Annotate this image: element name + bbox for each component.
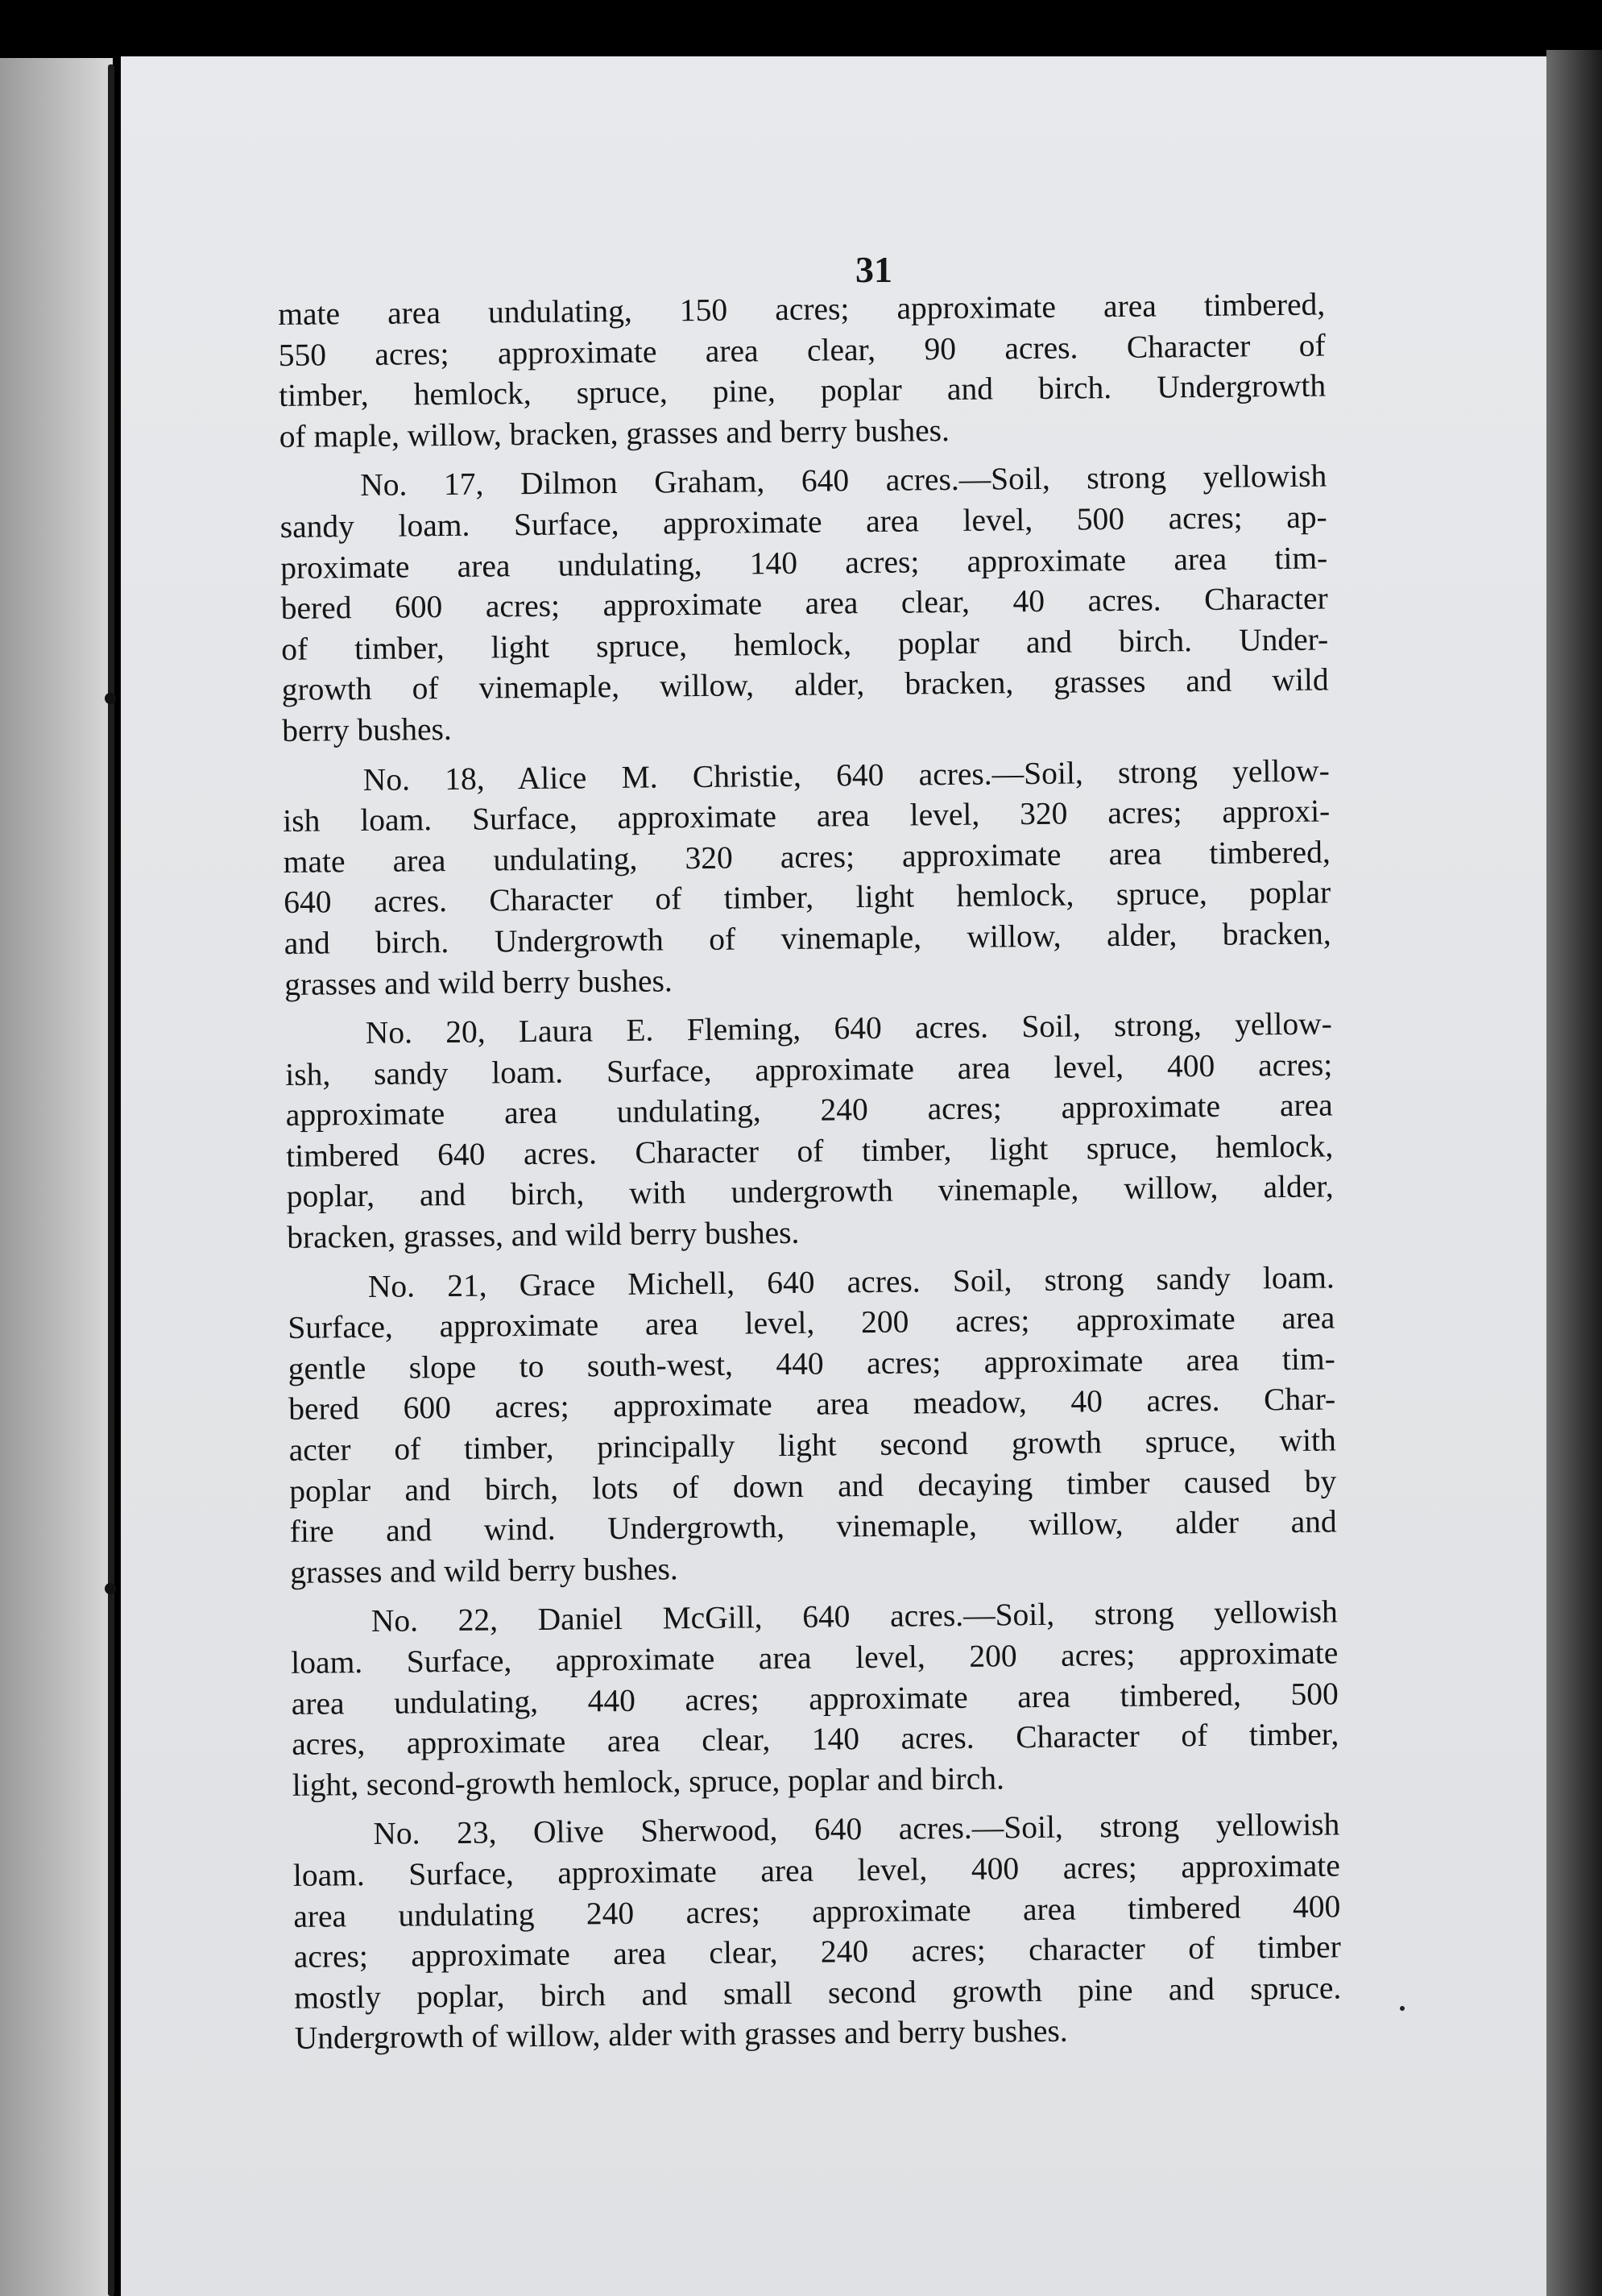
text-line: bered 600 acres; approximate area clear, 40 acres. Character [280, 580, 1328, 627]
text-line: No. 17, Dilmon Graham, 640 acres.—Soil, strong yellowish [360, 458, 1327, 504]
text-line: Undergrowth of willow, alder with grasses and berry bushes. [294, 2013, 1068, 2057]
text-line: area undulating, 440 acres; approximate area timbered, 500 [291, 1676, 1339, 1722]
text-line: 640 acres. Character of timber, light hemlock, spruce, poplar [284, 874, 1331, 921]
text-line: No. 23, Olive Sherwood, 640 acres.—Soil, strong yellowish [373, 1806, 1340, 1852]
text-line: No. 20, Laura E. Fleming, 640 acres. Soil, strong, yellow- [365, 1005, 1332, 1051]
text-line: and birch. Undergrowth of vinemaple, willow, alder, bracken, [284, 915, 1331, 961]
text-line: sandy loam. Surface, approximate area level, 500 acres; ap- [279, 499, 1327, 545]
text-line: grasses and wild berry bushes. [290, 1551, 679, 1590]
text-line: No. 18, Alice M. Christie, 640 acres.—Soil, strong yellow- [362, 752, 1330, 798]
text-line: timbered 640 acres. Character of timber, light spruce, hemlock, [286, 1128, 1334, 1174]
text-line: mostly poplar, birch and small second growth pine and spruce. [294, 1970, 1342, 2016]
text-line: fire and wind. Undergrowth, vinemaple, willow, alder and [289, 1503, 1337, 1550]
text-line: 550 acres; approximate area clear, 90 acres. Character of [278, 327, 1326, 373]
text-line: grasses and wild berry bushes. [284, 962, 673, 1002]
text-line: poplar, and birch, with undergrowth vinemaple, willow, alder, [286, 1168, 1334, 1215]
stray-mark [1400, 2006, 1405, 2011]
paragraph [292, 1805, 1342, 2059]
paragraph [291, 1592, 1339, 1805]
paragraph [283, 750, 1332, 1005]
left-page-edge [0, 58, 113, 2296]
text-line: bered 600 acres; approximate area meadow, 40 acres. Char- [288, 1381, 1336, 1428]
body-text [278, 284, 1342, 2068]
text-line: loam. Surface, approximate area level, 400 acres; approximate [292, 1847, 1340, 1893]
text-line: acres, approximate area clear, 140 acres. Character of timber, [292, 1716, 1339, 1763]
text-line: No. 22, Daniel McGill, 640 acres.—Soil, strong yellowish [370, 1594, 1338, 1639]
text-line: proximate area undulating, 140 acres; approximate area tim- [280, 540, 1328, 586]
gutter-mark [105, 693, 116, 704]
text-line: ish, sandy loam. Surface, approximate area level, 400 acres; [285, 1046, 1333, 1092]
text-line: timber, hemlock, spruce, pine, poplar and birch. Undergrowth [279, 367, 1327, 414]
text-line: of timber, light spruce, hemlock, poplar and birch. Under- [281, 621, 1329, 667]
text-line: gentle slope to south-west, 440 acres; approximate area tim- [288, 1341, 1335, 1386]
text-line: acres; approximate area clear, 240 acres; character of timber [293, 1929, 1341, 1975]
text-line: loam. Surface, approximate area level, 200 acres; approximate [291, 1635, 1339, 1681]
text-line: No. 21, Grace Michell, 640 acres. Soil, strong sandy loam. [367, 1259, 1335, 1304]
paragraph [288, 1257, 1338, 1593]
text-line: Surface, approximate area level, 200 acres; approximate area [288, 1299, 1335, 1346]
gutter-mark [105, 1583, 116, 1594]
text-line: acter of timber, principally light second growth spruce, with [288, 1422, 1336, 1468]
text-line: poplar and birch, lots of down and decaying timber caused by [289, 1463, 1337, 1509]
text-line: area undulating 240 acres; approximate area timbered 400 [293, 1888, 1341, 1934]
paragraph [285, 1004, 1335, 1258]
text-line: of maple, willow, bracken, grasses and berry bushes. [279, 412, 950, 454]
text-line: mate area undulating, 150 acres; approximate area timbered, [278, 286, 1326, 332]
binding-gutter [108, 64, 114, 2296]
text-line: mate area undulating, 320 acres; approximate area timbered, [283, 834, 1331, 880]
text-line: bracken, grasses, and wild berry bushes. [287, 1214, 800, 1256]
text-line: ish loam. Surface, approximate area level, 320 acres; approxi- [283, 793, 1331, 839]
text-line: light, second-growth hemlock, spruce, poplar and birch. [292, 1760, 1005, 1803]
text-line: growth of vinemaple, willow, alder, bracken, grasses and wild [281, 661, 1329, 708]
page-right-shadow [1546, 50, 1602, 2296]
paragraph [278, 284, 1327, 458]
text-line: berry bushes. [281, 711, 453, 748]
paragraph [279, 456, 1329, 752]
text-line: approximate area undulating, 240 acres; approximate area [285, 1087, 1333, 1133]
page-number: 31 [855, 249, 892, 290]
